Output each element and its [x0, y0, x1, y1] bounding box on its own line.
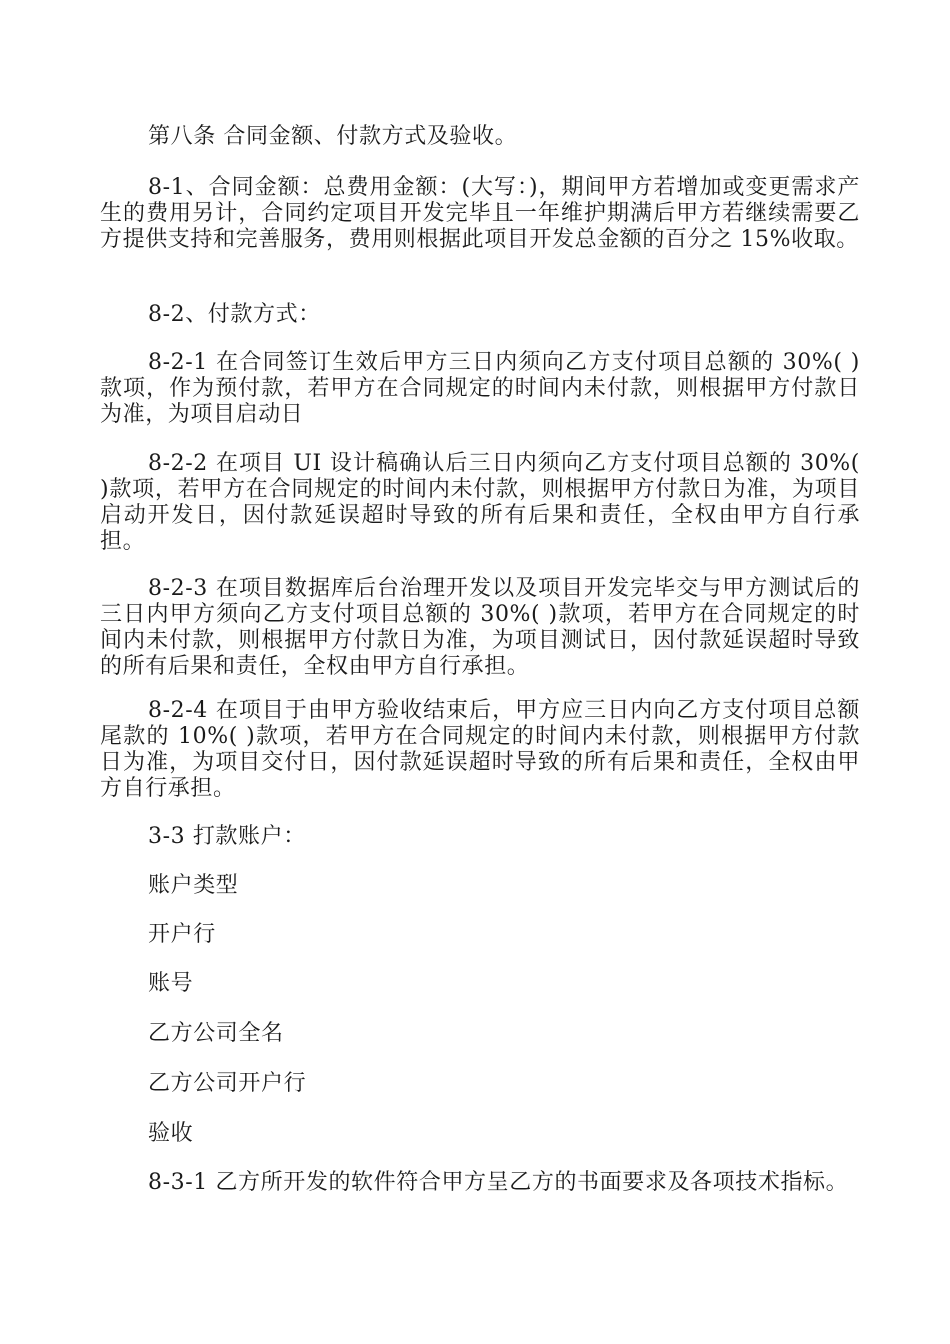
clause-8-2-4-final-payment: 8-2-4 在项目于由甲方验收结束后，甲方应三日内向乙方支付项目总额尾款的 10%( )款项，若甲方在合同规定的时间内未付款，则根据甲方付款日为准，为项目交付日，因付款延误超时导致的所有后果和责任，全权由甲方自行承担。	[100, 698, 860, 801]
clause-8-3-1-acceptance: 8-3-1 乙方所开发的软件符合甲方呈乙方的书面要求及各项技术指标。	[148, 1170, 849, 1195]
party-b-company-name-label: 乙方公司全名	[148, 1021, 284, 1046]
clause-8-2-2-ui-design-payment: 8-2-2 在项目 UI 设计稿确认后三日内须向乙方支付项目总额的 30%( )款项，若甲方在合同规定的时间内未付款，则根据甲方付款日为准，为项目启动开发日，因付款延误超时导致的所有后果和责任，全权由甲方自行承担。	[100, 451, 860, 554]
clause-3-3-payment-account: 3-3 打款账户：	[148, 824, 306, 849]
account-type-label: 账户类型	[148, 873, 239, 898]
article-8-heading: 第八条 合同金额、付款方式及验收。	[148, 124, 518, 149]
bank-label: 开户行	[148, 922, 216, 947]
clause-8-2-payment-method: 8-2、付款方式：	[148, 302, 321, 327]
clause-8-1-contract-amount: 8-1、合同金额：总费用金额：(大写：)，期间甲方若增加或变更需求产生的费用另计，合同约定项目开发完毕且一年维护期满后甲方若继续需要乙方提供支持和完善服务，费用则根据此项目开发总金额的百分之 15%收取。	[100, 175, 860, 252]
party-b-bank-label: 乙方公司开户行	[148, 1071, 307, 1096]
acceptance-heading: 验收	[148, 1121, 194, 1146]
clause-8-2-3-testing-payment: 8-2-3 在项目数据库后台治理开发以及项目开发完毕交与甲方测试后的三日内甲方须向乙方支付项目总额的 30%( )款项，若甲方在合同规定的时间内未付款，则根据甲方付款日为准，为项目测试日，因付款延误超时导致的所有后果和责任，全权由甲方自行承担。	[100, 576, 860, 679]
clause-8-2-1-prepayment: 8-2-1 在合同签订生效后甲方三日内须向乙方支付项目总额的 30%( )款项，作为预付款，若甲方在合同规定的时间内未付款，则根据甲方付款日为准，为项目启动日	[100, 350, 860, 427]
account-number-label: 账号	[148, 971, 194, 996]
